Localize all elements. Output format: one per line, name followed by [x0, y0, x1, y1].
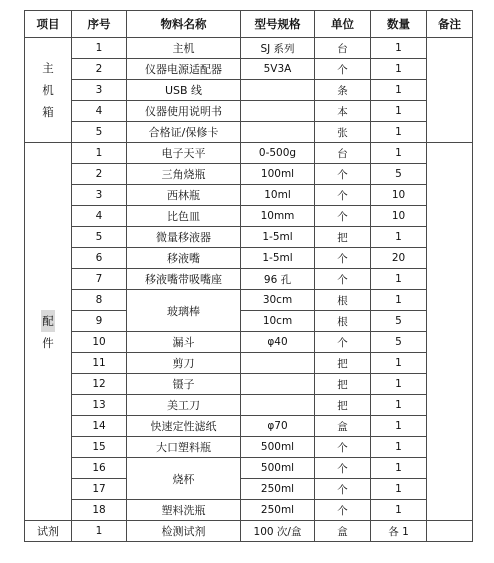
table-row: [25, 479, 473, 500]
table-row: [25, 374, 473, 395]
table-row: [25, 143, 473, 164]
name-cell: 合格证/保修卡: [127, 122, 241, 143]
spec-cell: 30cm: [241, 290, 315, 311]
seq-cell: 6: [72, 248, 127, 269]
spec-cell: SJ 系列: [241, 38, 315, 59]
spec-cell: 500ml: [241, 437, 315, 458]
qty-cell: 1: [371, 479, 427, 500]
name-cell: 美工刀: [127, 395, 241, 416]
seq-cell: 3: [72, 80, 127, 101]
unit-cell: 盒: [315, 416, 371, 437]
unit-cell: 把: [315, 374, 371, 395]
name-cell: 快速定性滤纸: [127, 416, 241, 437]
seq-cell: 1: [72, 38, 127, 59]
spec-cell: φ70: [241, 416, 315, 437]
category-cell-accessories: [25, 143, 72, 521]
category-cell-reagent: 试剂: [25, 521, 72, 542]
unit-cell: 个: [315, 206, 371, 227]
spec-cell: 250ml: [241, 500, 315, 521]
unit-cell: 台: [315, 38, 371, 59]
name-cell: 西林瓶: [127, 185, 241, 206]
unit-cell: 个: [315, 59, 371, 80]
unit-cell: 把: [315, 227, 371, 248]
seq-cell: 11: [72, 353, 127, 374]
category-char: 机: [42, 83, 54, 97]
name-cell: 移液嘴: [127, 248, 241, 269]
unit-cell: 盒: [315, 521, 371, 542]
header-category: 项目: [25, 11, 72, 38]
spec-cell: φ40: [241, 332, 315, 353]
header-note: 备注: [427, 11, 473, 38]
qty-cell: 1: [371, 80, 427, 101]
spec-cell: 1-5ml: [241, 227, 315, 248]
category-char: 箱: [42, 105, 54, 119]
table-row: [25, 353, 473, 374]
qty-cell: 1: [371, 395, 427, 416]
seq-cell: 3: [72, 185, 127, 206]
table-row: [25, 458, 473, 479]
table-row: [25, 416, 473, 437]
qty-cell: 1: [371, 59, 427, 80]
spec-cell: [241, 80, 315, 101]
name-cell: 玻璃棒: [127, 290, 241, 332]
qty-cell: 1: [371, 227, 427, 248]
table-row: [25, 122, 473, 143]
seq-cell: 14: [72, 416, 127, 437]
table-row: [25, 164, 473, 185]
name-cell: 检测试剂: [127, 521, 241, 542]
name-cell: 仪器使用说明书: [127, 101, 241, 122]
unit-cell: 本: [315, 101, 371, 122]
qty-cell: 10: [371, 185, 427, 206]
unit-cell: 个: [315, 479, 371, 500]
spec-cell: 10cm: [241, 311, 315, 332]
name-cell: 大口塑料瓶: [127, 437, 241, 458]
unit-cell: 个: [315, 437, 371, 458]
seq-cell: 4: [72, 206, 127, 227]
seq-cell: 1: [72, 143, 127, 164]
spec-cell: [241, 101, 315, 122]
table-row: [25, 206, 473, 227]
unit-cell: 个: [315, 269, 371, 290]
qty-cell: 5: [371, 164, 427, 185]
category-char: 配: [25, 310, 71, 332]
name-cell: 移液嘴带吸嘴座: [127, 269, 241, 290]
category-cell-main-box: [25, 38, 72, 143]
seq-cell: 15: [72, 437, 127, 458]
seq-cell: 2: [72, 59, 127, 80]
table-row: [25, 248, 473, 269]
seq-cell: 9: [72, 311, 127, 332]
seq-cell: 1: [72, 521, 127, 542]
qty-cell: 1: [371, 269, 427, 290]
qty-cell: 20: [371, 248, 427, 269]
header-unit: 单位: [315, 11, 371, 38]
name-cell: 漏斗: [127, 332, 241, 353]
unit-cell: 把: [315, 395, 371, 416]
qty-cell: 1: [371, 437, 427, 458]
spec-cell: 10ml: [241, 185, 315, 206]
seq-cell: 8: [72, 290, 127, 311]
qty-cell: 各 1: [371, 521, 427, 542]
qty-cell: 1: [371, 353, 427, 374]
qty-cell: 1: [371, 122, 427, 143]
table-row: [25, 185, 473, 206]
note-cell: [427, 143, 473, 521]
spec-cell: 10mm: [241, 206, 315, 227]
qty-cell: 1: [371, 458, 427, 479]
seq-cell: 7: [72, 269, 127, 290]
spec-cell: 1-5ml: [241, 248, 315, 269]
unit-cell: 个: [315, 500, 371, 521]
table-row: [25, 311, 473, 332]
seq-cell: 13: [72, 395, 127, 416]
spec-cell: 100ml: [241, 164, 315, 185]
table-row: [25, 500, 473, 521]
table-row: [25, 521, 473, 542]
header-qty: 数量: [371, 11, 427, 38]
table-row: [25, 290, 473, 311]
seq-cell: 4: [72, 101, 127, 122]
table-row: [25, 80, 473, 101]
table-row: [25, 227, 473, 248]
qty-cell: 1: [371, 38, 427, 59]
qty-cell: 1: [371, 101, 427, 122]
name-cell: 镊子: [127, 374, 241, 395]
spec-cell: [241, 374, 315, 395]
unit-cell: 条: [315, 80, 371, 101]
table-row: [25, 38, 473, 59]
qty-cell: 1: [371, 416, 427, 437]
unit-cell: 个: [315, 458, 371, 479]
category-char: 主: [42, 61, 54, 75]
unit-cell: 根: [315, 311, 371, 332]
qty-cell: 10: [371, 206, 427, 227]
seq-cell: 2: [72, 164, 127, 185]
spec-cell: 5V3A: [241, 59, 315, 80]
name-cell: 电子天平: [127, 143, 241, 164]
name-cell: 烧杯: [127, 458, 241, 500]
spec-cell: 500ml: [241, 458, 315, 479]
unit-cell: 台: [315, 143, 371, 164]
unit-cell: 个: [315, 248, 371, 269]
unit-cell: 个: [315, 185, 371, 206]
table-row: [25, 395, 473, 416]
spec-cell: [241, 122, 315, 143]
header-seq: 序号: [72, 11, 127, 38]
name-cell: 仪器电源适配器: [127, 59, 241, 80]
unit-cell: 个: [315, 164, 371, 185]
unit-cell: 把: [315, 353, 371, 374]
table-row: [25, 437, 473, 458]
seq-cell: 10: [72, 332, 127, 353]
name-cell: USB 线: [127, 80, 241, 101]
seq-cell: 17: [72, 479, 127, 500]
spec-cell: 96 孔: [241, 269, 315, 290]
unit-cell: 根: [315, 290, 371, 311]
name-cell: 三角烧瓶: [127, 164, 241, 185]
qty-cell: 1: [371, 374, 427, 395]
packing-list-table: [24, 10, 473, 542]
qty-cell: 1: [371, 500, 427, 521]
table-row: [25, 101, 473, 122]
spec-cell: [241, 395, 315, 416]
seq-cell: 5: [72, 227, 127, 248]
unit-cell: 个: [315, 332, 371, 353]
seq-cell: 16: [72, 458, 127, 479]
qty-cell: 5: [371, 332, 427, 353]
header-row: [25, 11, 473, 38]
spec-cell: [241, 353, 315, 374]
spec-cell: 100 次/盒: [241, 521, 315, 542]
header-name: 物料名称: [127, 11, 241, 38]
qty-cell: 5: [371, 311, 427, 332]
spec-cell: 0-500g: [241, 143, 315, 164]
unit-cell: 张: [315, 122, 371, 143]
name-cell: 比色皿: [127, 206, 241, 227]
note-cell: [427, 521, 473, 542]
spec-cell: 250ml: [241, 479, 315, 500]
table-row: [25, 269, 473, 290]
name-cell: 塑料洗瓶: [127, 500, 241, 521]
table-row: [25, 59, 473, 80]
table-row: [25, 332, 473, 353]
seq-cell: 5: [72, 122, 127, 143]
seq-cell: 18: [72, 500, 127, 521]
category-char: 件: [42, 335, 54, 350]
qty-cell: 1: [371, 143, 427, 164]
name-cell: 主机: [127, 38, 241, 59]
name-cell: 微量移液器: [127, 227, 241, 248]
qty-cell: 1: [371, 290, 427, 311]
name-cell: 剪刀: [127, 353, 241, 374]
note-cell: [427, 38, 473, 143]
seq-cell: 12: [72, 374, 127, 395]
header-spec: 型号规格: [241, 11, 315, 38]
